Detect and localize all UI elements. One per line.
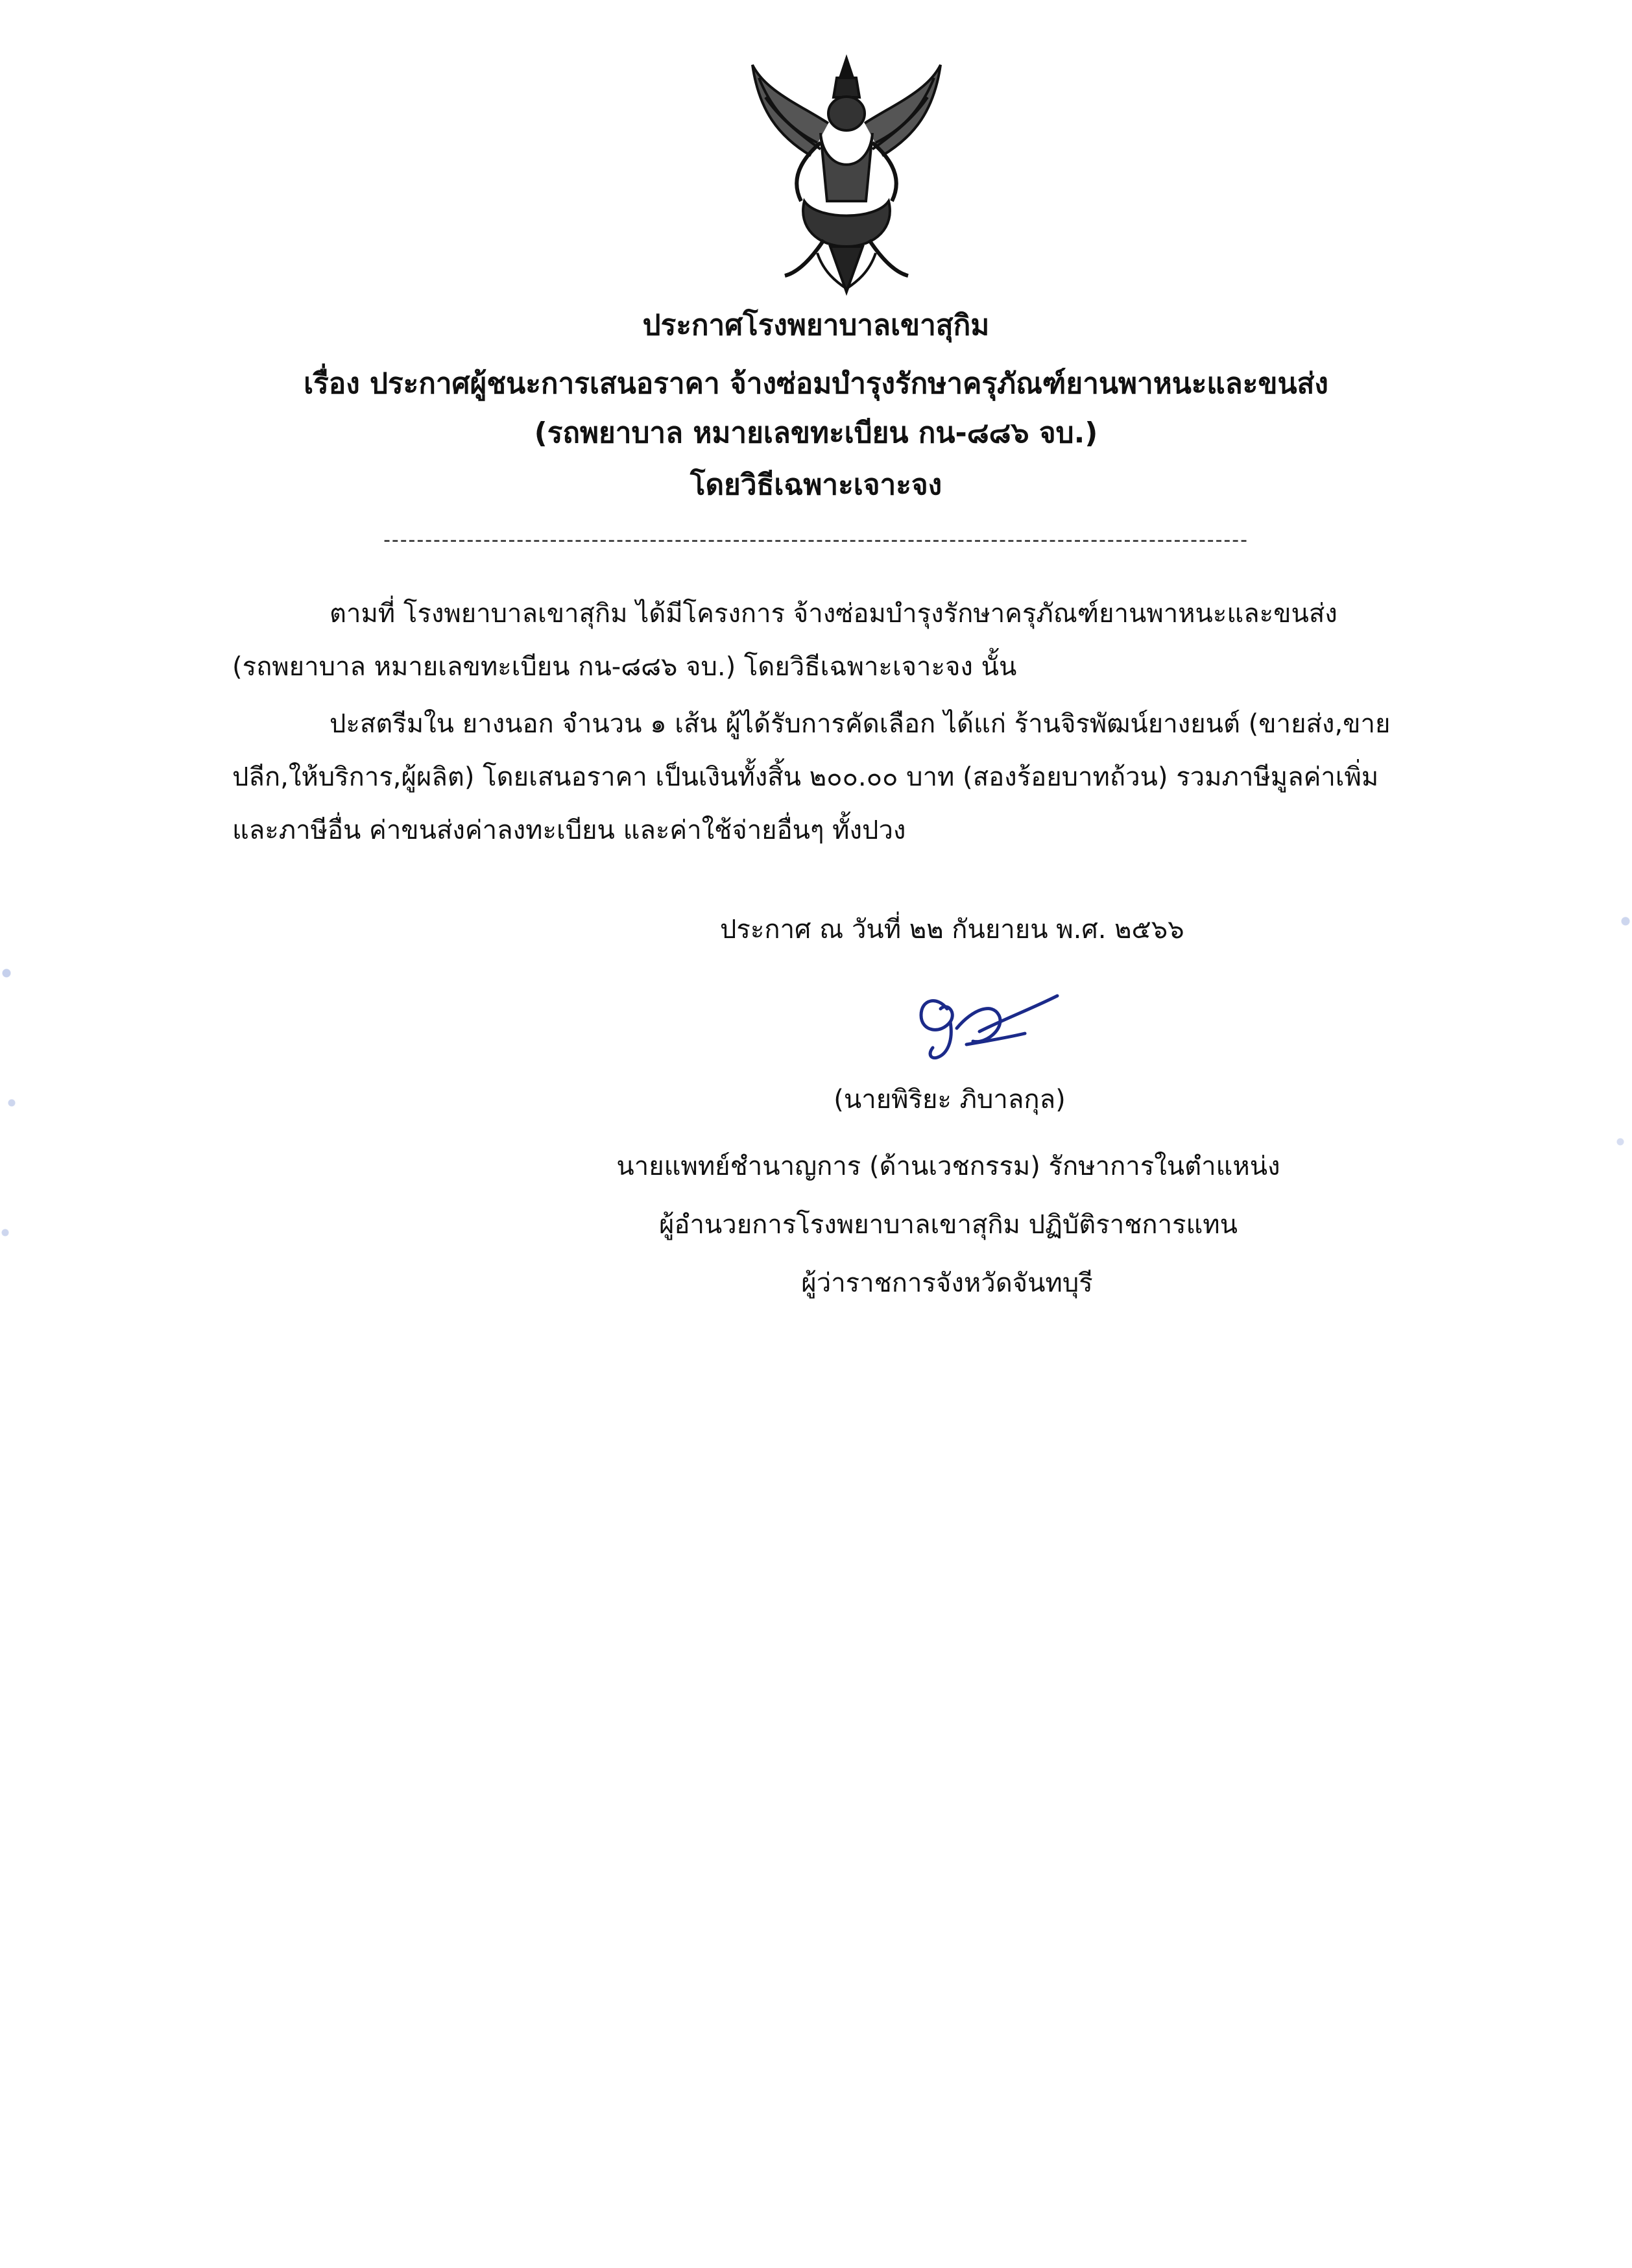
announcement-subject: เรื่อง ประกาศผู้ชนะการเสนอราคา จ้างซ่อมบำรุงรักษาครุภัณฑ์ยานพาหนะและขนส่ง: [304, 367, 1328, 400]
scan-noise-left: [0, 908, 26, 1362]
divider-line: --------------------------------------------------------------------------------------------------------: [383, 529, 1249, 551]
garuda-emblem-icon: [739, 52, 954, 298]
scan-noise-right: [1613, 843, 1632, 1362]
paragraph-line: ปะสตรีมใน ยางนอก จำนวน ๑ เส้น ผู้ได้รับการคัดเลือก ได้แก่ ร้านจิรพัฒน์ยางยนต์ (ขายส่ง,ขาย: [330, 709, 1391, 739]
paragraph-winner: [232, 697, 1465, 857]
announcement-vehicle: (รถพยาบาล หมายเลขทะเบียน กน-๘๘๖ จบ.): [534, 416, 1098, 450]
paragraph-line: ตามที่ โรงพยาบาลเขาสุกิม ได้มีโครงการ จ้างซ่อมบำรุงรักษาครุภัณฑ์ยานพาหนะและขนส่ง: [330, 599, 1338, 629]
signer-position-1: นายแพทย์ชำนาญการ (ด้านเวชกรรม) รักษาการในตำแหน่ง: [616, 1152, 1280, 1181]
paragraph-project: [232, 587, 1465, 694]
announcement-method: โดยวิธีเฉพาะเจาะจง: [690, 468, 942, 501]
announcement-title: ประกาศโรงพยาบาลเขาสุกิม: [642, 309, 990, 342]
paragraph-line: ปลีก,ให้บริการ,ผู้ผลิต) โดยเสนอราคา เป็นเงินทั้งสิ้น ๒๐๐.๐๐ บาท (สองร้อยบาทถ้วน) รวมภาษีมูลค่าเพิ่ม: [232, 762, 1379, 792]
paragraph-line: (รถพยาบาล หมายเลขทะเบียน กน-๘๘๖ จบ.) โดยวิธีเฉพาะเจาะจง นั้น: [232, 652, 1017, 682]
signer-name: (นายพิริยะ ภิบาลกุล): [834, 1085, 1066, 1115]
handwritten-signature: [902, 983, 1070, 1067]
announcement-date: ประกาศ ณ วันที่ ๒๒ กันยายน พ.ศ. ๒๕๖๖: [720, 915, 1184, 945]
signer-position-2: ผู้อำนวยการโรงพยาบาลเขาสุกิม ปฏิบัติราชการแทน: [658, 1210, 1238, 1240]
signer-position-3: ผู้ว่าราชการจังหวัดจันทบุรี: [801, 1268, 1093, 1298]
paragraph-line: และภาษีอื่น ค่าขนส่งค่าลงทะเบียน และค่าใช้จ่ายอื่นๆ ทั้งปวง: [232, 815, 906, 845]
